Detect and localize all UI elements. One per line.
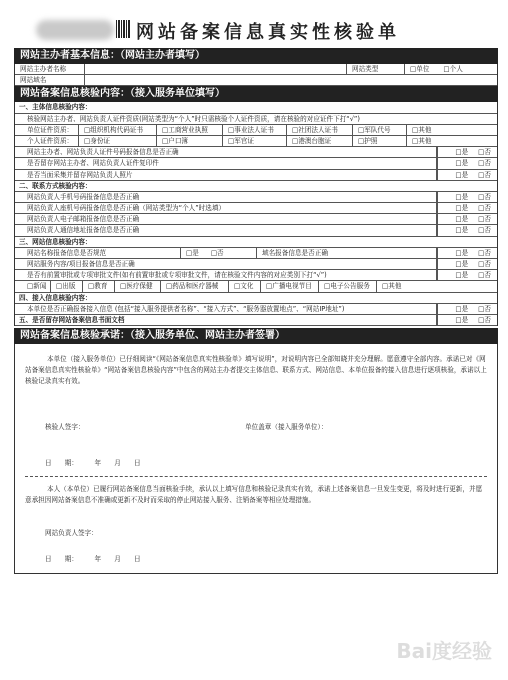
cert-id-card[interactable]: □身份证 (79, 136, 157, 146)
unit-seal-label: 单位盖章（接入服务单位）： (245, 423, 328, 432)
basic-info-grid (14, 64, 498, 86)
row-approval-categories (15, 281, 497, 292)
cat-broadcast[interactable]: □广播电视节目 (261, 281, 319, 291)
no-checkbox[interactable]: □否 (478, 260, 491, 268)
yes-checkbox[interactable]: □是 (455, 148, 469, 157)
yes-checkbox[interactable]: □是 (455, 159, 469, 168)
check-id-numbers: 网站主办者、网站负责人证件号码报备信息是否正确 (15, 147, 437, 157)
promise-paragraph-owner: 本人（本单位）已履行网站备案信息当面核验手续，承认以上填写信息和核验记录真实有效，承诺上述备案信息一旦发生变更，将及时进行更新，并愿意承担因网站备案信息不准确或更新不及时而采取的停止网站接入服务、注销备案等相应处理措施。 (25, 485, 483, 505)
cert-passport[interactable]: □护照 (353, 136, 407, 146)
no-checkbox[interactable]: □否 (478, 204, 491, 213)
cat-drugs[interactable]: □药品和医疗器械 (161, 281, 229, 291)
no-checkbox[interactable]: □否 (478, 304, 491, 313)
date-line: 日 期： 年 月 日 (45, 459, 141, 468)
subheading-access (15, 293, 497, 304)
cat-medical[interactable]: □医疗保健 (115, 281, 161, 291)
contact-title: 二、联系方式核验内容： (19, 181, 92, 190)
cert-hk-mo-tw[interactable]: □港澳台胞证 (287, 136, 353, 146)
watermark-logo: Bai度经验 (396, 639, 492, 663)
yes-no-pair (437, 270, 497, 280)
yes-no-pair (437, 259, 497, 269)
yes-checkbox[interactable]: □是 (455, 226, 469, 235)
cert-household[interactable]: □户口簿 (157, 136, 223, 146)
cat-publishing[interactable]: □出版 (51, 281, 83, 291)
check-mobile: 网站负责人手机号码报备信息是否正确 (15, 192, 437, 202)
row-unit-certs (15, 125, 497, 136)
promise-paragraph-provider: 本单位（接入服务单位）已仔细阅读“《网站备案信息真实性核验单》填写说明”，对说明内容已全部知晓并充分理解。愿意遵守全部内容。承诺已对《网站备案信息真实性核验单》“网站备案信息核验内容”中包含的网站主办者提交主体信息、联系方式、网站信息、本单位报备的接入信息进行逐项核验，承诺以上核验记录真实有效。 (25, 355, 487, 386)
section-promise-header: 网站备案信息核验承诺：（接入服务单位、网站主办者签署） (14, 328, 498, 344)
check-archive: 五、是否留存网站备案信息书面文档 (15, 315, 437, 325)
no-checkbox[interactable]: □否 (478, 248, 491, 257)
row-check-landline (15, 203, 497, 214)
redacted-header-mark (36, 20, 114, 40)
check-approval: 是否有前置审批或专项审批文件(如有前置审批或专项审批文件，请在核验文件内容的对应类别下打“√”) (15, 270, 437, 280)
owner-name-field[interactable] (85, 64, 347, 74)
yes-no-pair (437, 248, 497, 258)
date-line-owner: 日 期： 年 月 日 (45, 555, 141, 564)
cert-military[interactable]: □军队代号 (353, 125, 407, 135)
cat-news[interactable]: □新闻 (15, 281, 51, 291)
domain-field[interactable] (85, 75, 497, 85)
row-check-name-domain (15, 248, 497, 259)
yes-no-pair (437, 315, 497, 325)
no-checkbox[interactable]: □否 (478, 148, 491, 157)
subheading-site (15, 237, 497, 248)
yes-checkbox[interactable]: □是 (455, 215, 469, 224)
site-type-label: 网站类型 (347, 64, 405, 74)
cat-bulletin[interactable]: □电子公告服务 (319, 281, 377, 291)
site-title: 三、网站信息核验内容： (19, 237, 92, 246)
verification-form (14, 4, 498, 574)
yes-checkbox[interactable]: □是 (455, 260, 469, 268)
yes-checkbox[interactable]: □是 (455, 170, 469, 179)
cert-social-org[interactable]: □社团法人证书 (287, 125, 353, 135)
cert-officer[interactable]: □军官证 (223, 136, 287, 146)
subject-title: 一、主体信息核验内容： (19, 103, 92, 112)
title-bar (14, 4, 498, 48)
check-copies: 是否留存网站主办者、网站负责人证件复印件 (15, 158, 437, 168)
yes-checkbox[interactable]: □是 (455, 204, 469, 213)
site-type-options (405, 64, 497, 74)
cert-unit-other[interactable]: □其他 (412, 125, 432, 134)
check-domain: 域名报备信息是否正确 (257, 248, 437, 258)
yes-no-pair (437, 304, 497, 314)
no-checkbox[interactable]: □否 (210, 248, 224, 257)
person-cert-label: 个人证件资质： (15, 136, 79, 146)
check-address: 网站负责人通信地址报备信息是否正确 (15, 225, 437, 235)
no-checkbox[interactable]: □否 (478, 226, 491, 235)
row-qualification-note (15, 114, 497, 125)
divider (25, 476, 487, 477)
row-check-service (15, 259, 497, 270)
no-checkbox[interactable]: □否 (478, 271, 491, 280)
row-check-id-numbers (15, 147, 497, 158)
subheading-subject (15, 102, 497, 113)
promise-box (14, 344, 498, 574)
no-checkbox[interactable]: □否 (478, 170, 491, 179)
yes-no-pair (437, 225, 497, 235)
yes-checkbox[interactable]: □是 (455, 304, 469, 313)
type-option-unit[interactable]: □单位 (410, 65, 430, 73)
check-service: 网站服务内容/项目报备信息是否正确 (15, 259, 437, 269)
verification-grid (14, 102, 498, 326)
cert-institution[interactable]: □事业法人证书 (223, 125, 287, 135)
no-checkbox[interactable]: □否 (478, 192, 491, 201)
row-check-photo (15, 170, 497, 181)
no-checkbox[interactable]: □否 (478, 215, 491, 224)
owner-signature-label: 网站负责人签字： (45, 529, 98, 538)
access-title: 四、接入信息核验内容： (19, 293, 92, 302)
row-check-copies (15, 158, 497, 169)
yes-checkbox[interactable]: □是 (186, 248, 199, 257)
check-access: 本单位是否正确报备接入信息 (包括“接入服务提供者名称”、“接入方式”、“服务器放置地点”、“网站IP地址”) (15, 304, 437, 314)
domain-label: 网站域名 (15, 75, 85, 85)
qualification-note: 核验网站主办者、网站负责人证件资质(网站类型为“个人”时只需核验个人证件资质，请在核验的对应证件下打“√”) (27, 114, 360, 123)
page-title: 网站备案信息真实性核验单 (136, 22, 400, 43)
cat-other[interactable]: □其他 (382, 282, 402, 291)
row-check-access (15, 304, 497, 315)
check-site-name: 网站名称报备信息是否规范 (15, 248, 181, 258)
row-check-mobile (15, 192, 497, 203)
check-photo: 是否当面采集并留存网站负责人照片 (15, 170, 437, 180)
cert-org-code[interactable]: □组织机构代码证书 (79, 125, 157, 135)
yes-no-pair (437, 147, 497, 157)
cert-business-license[interactable]: □工商营业执照 (157, 125, 223, 135)
row-site-domain (15, 75, 497, 86)
check-email: 网站负责人电子邮箱报备信息是否正确 (15, 214, 437, 224)
yes-no-pair (437, 214, 497, 224)
row-check-address (15, 225, 497, 236)
cat-culture[interactable]: □文化 (229, 281, 261, 291)
yes-no-pair (181, 248, 257, 258)
checker-signature-label: 核验人签字： (45, 423, 85, 432)
no-checkbox[interactable]: □否 (478, 159, 491, 168)
yes-no-pair (437, 192, 497, 202)
row-check-email (15, 214, 497, 225)
yes-checkbox[interactable]: □是 (455, 192, 469, 201)
type-option-person[interactable]: □个人 (443, 65, 463, 73)
section-verification-header: 网站备案信息核验内容：（接入服务单位填写） (14, 86, 498, 102)
cert-person-other[interactable]: □其他 (412, 136, 432, 145)
yes-no-pair (437, 203, 497, 213)
yes-checkbox[interactable]: □是 (455, 248, 469, 257)
cat-education[interactable]: □教育 (83, 281, 115, 291)
yes-no-pair (437, 158, 497, 168)
yes-checkbox[interactable]: □是 (455, 315, 469, 324)
row-site-owner (15, 64, 497, 75)
barcode-icon (116, 20, 130, 38)
section-basic-info-header: 网站主办者基本信息：（网站主办者填写） (14, 48, 498, 64)
yes-no-pair (437, 170, 497, 180)
yes-checkbox[interactable]: □是 (455, 271, 469, 280)
unit-cert-label: 单位证件资质： (15, 125, 79, 135)
subheading-contact (15, 181, 497, 192)
row-person-certs (15, 136, 497, 147)
owner-name-label: 网站主办者名称 (15, 64, 85, 74)
check-landline: 网站负责人座机号码报备信息是否正确（网站类型为“个人”时选填） (15, 203, 437, 213)
row-check-approval (15, 270, 497, 281)
no-checkbox[interactable]: □否 (478, 315, 491, 324)
row-check-archive (15, 315, 497, 326)
